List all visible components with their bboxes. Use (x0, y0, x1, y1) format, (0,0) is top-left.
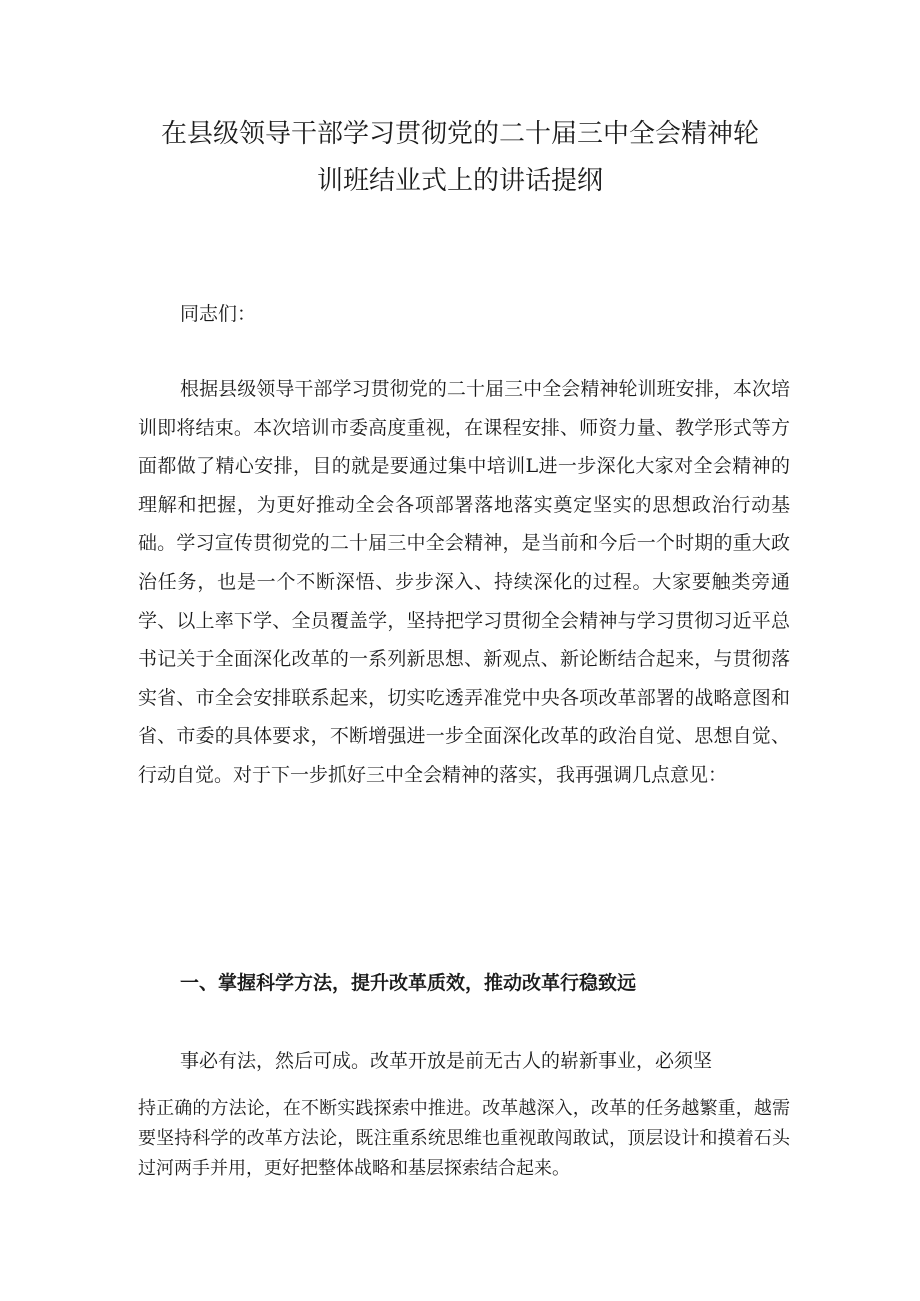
section-1-heading: 一、掌握科学方法，提升改革质效，推动改革行稳致远 (180, 972, 637, 994)
section-1-paragraph: 持正确的方法论，在不断实践探索中推进。改革越深入，改革的任务越繁重，越需要坚持科学的改革方法论，既注重系统思维也重视敢闯敢试，顶层设计和摸着石头过河两手并用，更好把整体战略和基层探索结合起来。 (138, 1098, 790, 1179)
intro-paragraph: 根据县级领导干部学习贯彻党的二十届三中全会精神轮训班安排，本次培训即将结束。本次培训市委高度重视，在课程安排、师资力量、教学形式等方面都做了精心安排，目的就是要通过集中培训L进一步深化大家对全会精神的理解和把握，为更好推动全会各项部署落地落实奠定坚实的思想政治行动基础。学习宣传贯彻党的二十届三中全会精神，是当前和今后一个时期的重大政治任务，也是一个不断深悟、步步深入、持续深化的过程。大家要触类旁通学、以上率下学、全员覆盖学，坚持把学习贯彻全会精神与学习贯彻习近平总书记关于全面深化改革的一系列新思想、新观点、新论断结合起来，与贯彻落实省、市全会安排联系起来，切实吃透弄准党中央各项改革部署的战略意图和省、市委的具体要求，不断增强进一步全面深化改革的政治自觉、思想自觉、行动自觉。对于下一步抓好三中全会精神的落实，我再强调几点意见： (138, 378, 790, 786)
section-1-first-line: 事必有法，然后可成。改革开放是前无古人的崭新事业，必须坚 (180, 1050, 713, 1072)
document-title-line-1: 在县级领导干部学习贯彻党的二十届三中全会精神轮 (160, 119, 759, 149)
document-title-line-2: 训班结业式上的讲话提纲 (316, 166, 603, 196)
salutation: 同志们： (180, 303, 257, 325)
